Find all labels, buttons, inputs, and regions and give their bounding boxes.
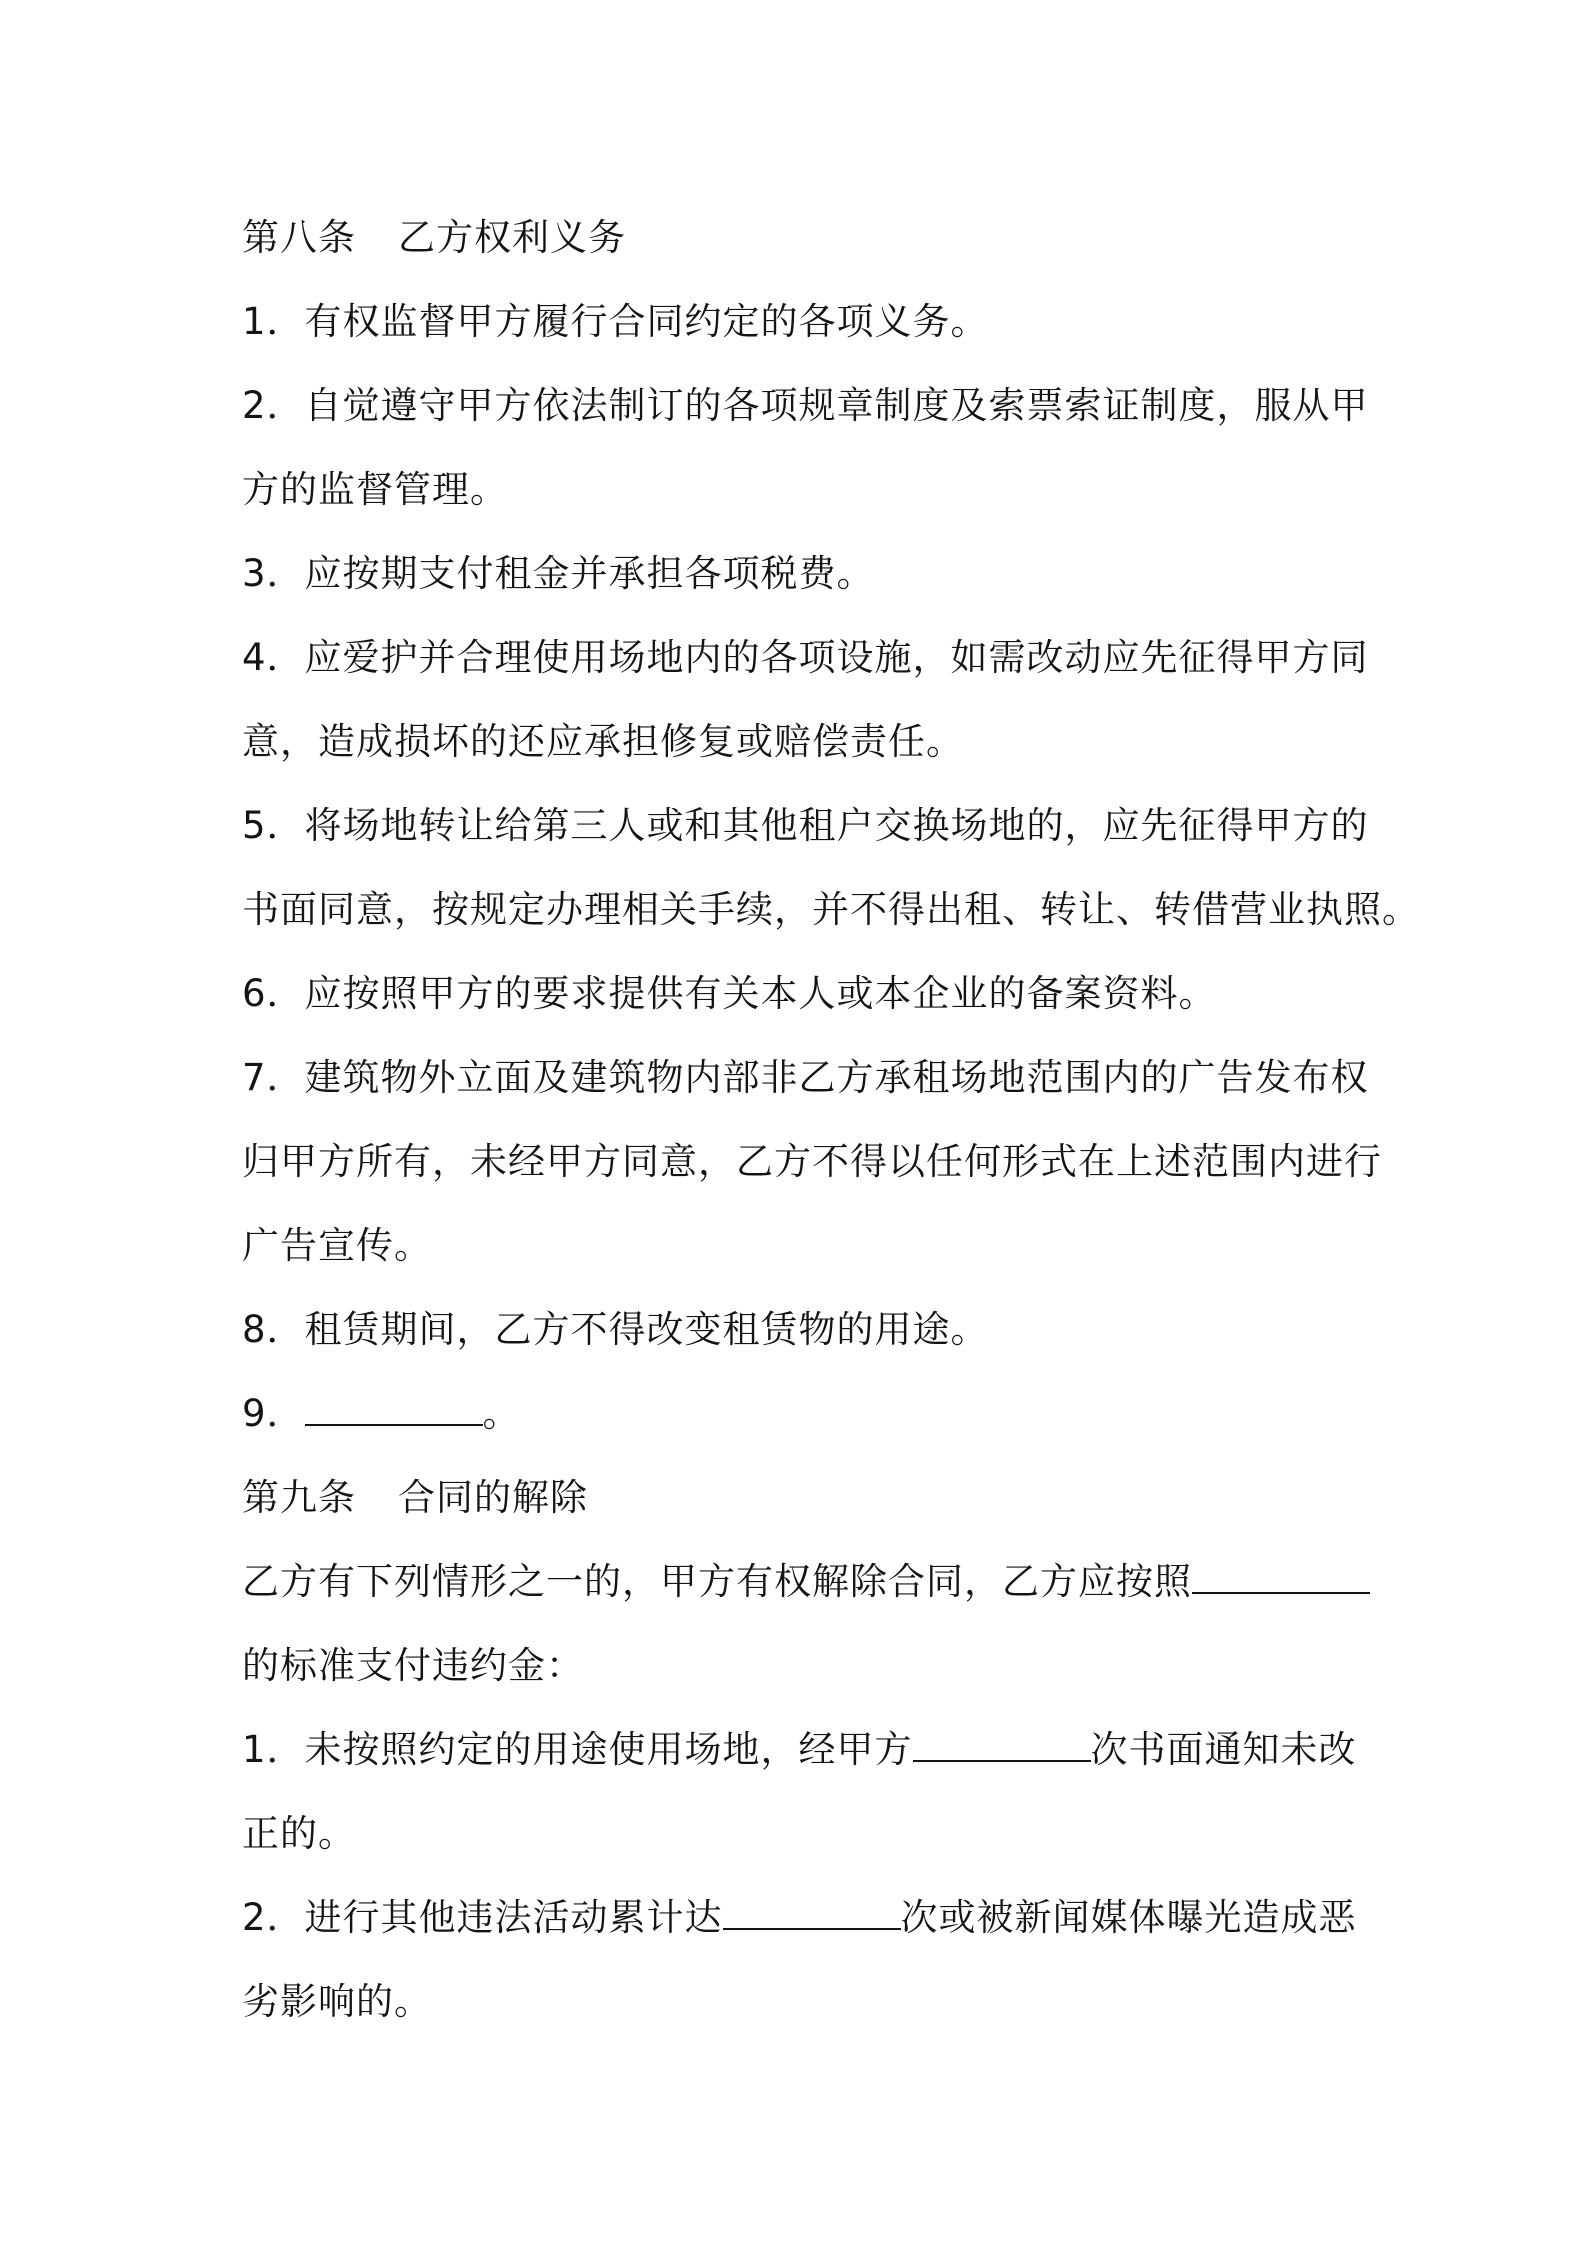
article-8-item-3-line-1: 3．应按期支付租金并承担各项税费。 [242,552,875,595]
article-8-item-8-line-1: 8．租赁期间，乙方不得改变租赁物的用途。 [242,1308,989,1351]
article-8-item-7-line-1: 7．建筑物外立面及建筑物内部非乙方承租场地范围内的广告发布权 [242,1056,1369,1099]
article-9-item-1-line-2: 正的。 [242,1812,356,1855]
item-9-prefix: 9． [242,1392,305,1435]
intro-text: 乙方有下列情形之一的，甲方有权解除合同，乙方应按照 [242,1560,1192,1603]
item-1-prefix: 1．未按照约定的用途使用场地，经甲方 [242,1728,913,1771]
article-9-item-2-line-1 [242,1876,1357,1960]
article-8-number: 第八条 [242,216,356,259]
document-body [242,196,1420,2044]
article-8-item-4-line-1: 4．应爱护并合理使用场地内的各项设施，如需改动应先征得甲方同 [242,636,1369,679]
article-8-item-5-line-2: 书面同意，按规定办理相关手续，并不得出租、转让、转借营业执照。 [242,888,1420,931]
item-2-suffix: 次或被新闻媒体曝光造成恶 [900,1896,1357,1939]
fill-in-blank [305,1394,483,1426]
article-8-item-7-line-2: 归甲方所有，未经甲方同意，乙方不得以任何形式在上述范围内进行 [242,1140,1382,1183]
article-9-intro-line-1 [242,1540,1357,1624]
article-9-intro-line-2: 的标准支付违约金： [242,1644,584,1687]
article-8-item-1-line-1: 1．有权监督甲方履行合同约定的各项义务。 [242,300,989,343]
article-8-item-6-line-1: 6．应按照甲方的要求提供有关本人或本企业的备案资料。 [242,972,1217,1015]
article-8-title: 乙方权利义务 [398,216,626,259]
item-9-suffix: 。 [482,1392,521,1435]
fill-in-blank [723,1898,901,1930]
item-2-prefix: 2．进行其他违法活动累计达 [242,1896,723,1939]
article-9-item-1-line-1 [242,1708,1357,1792]
article-8-heading [242,196,1357,280]
article-9-heading [242,1456,1357,1540]
article-9-number: 第九条 [242,1476,356,1519]
article-8-item-2-line-1: 2．自觉遵守甲方依法制订的各项规章制度及索票索证制度，服从甲 [242,384,1369,427]
item-1-suffix: 次书面通知未改 [1090,1728,1357,1771]
article-8-item-2-line-2: 方的监督管理。 [242,468,508,511]
fill-in-blank [913,1730,1091,1762]
article-8-item-5-line-1: 5．将场地转让给第三人或和其他租户交换场地的，应先征得甲方的 [242,804,1369,847]
article-8-item-7-line-3: 广告宣传。 [242,1224,432,1267]
article-9-item-2-line-2: 劣影响的。 [242,1980,432,2023]
article-8-item-9 [242,1372,1357,1456]
fill-in-blank [1192,1562,1370,1594]
article-8-item-4-line-2: 意，造成损坏的还应承担修复或赔偿责任。 [242,720,964,763]
article-9-title: 合同的解除 [398,1476,588,1519]
article-8-items [242,280,1420,1372]
